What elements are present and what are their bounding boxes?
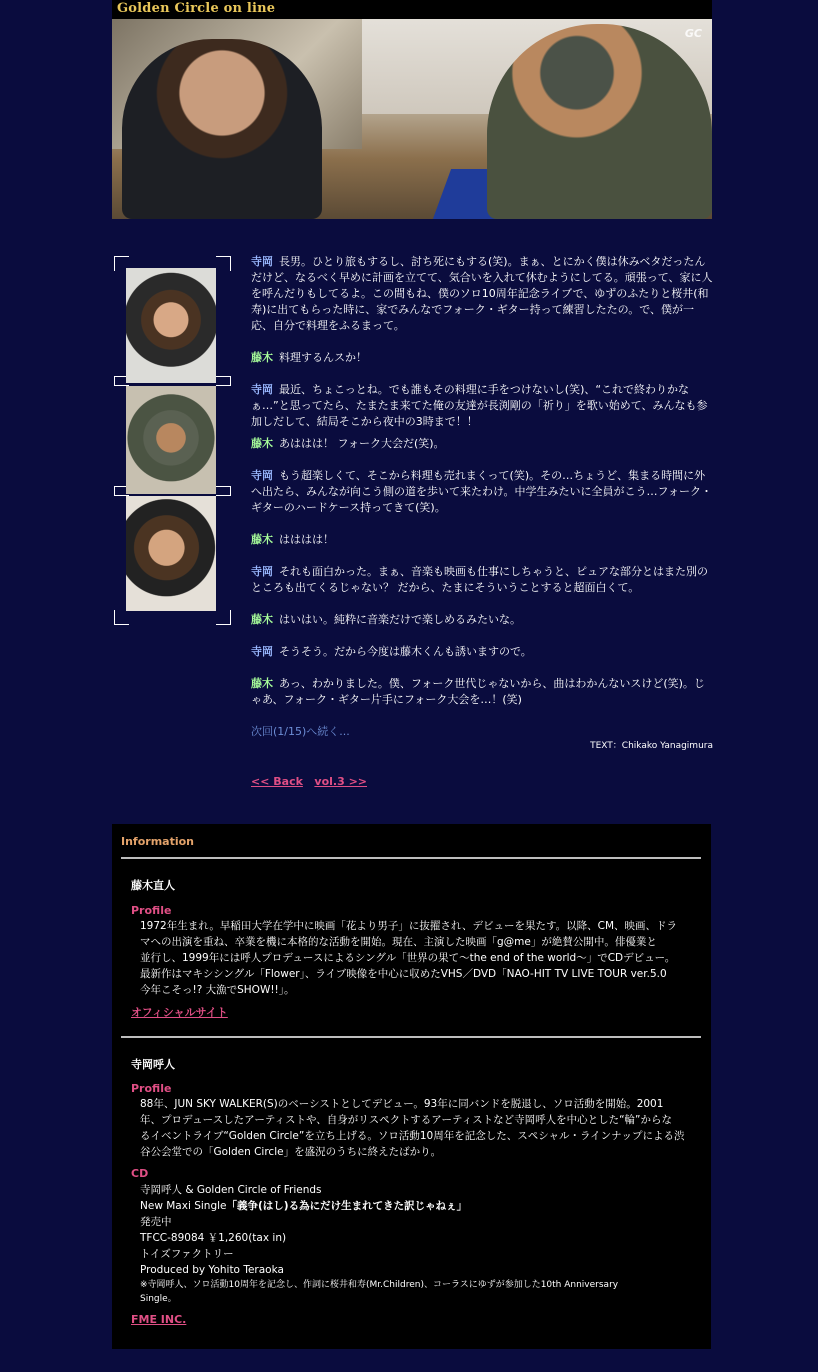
bracket-mid1-right bbox=[216, 376, 231, 386]
cd-label: CD bbox=[131, 1167, 149, 1180]
profile-line: 今年こそっ!? 大漁でSHOW!!」。 bbox=[140, 984, 295, 996]
continued-notice: 次回(1/15)へ続く... bbox=[251, 725, 350, 738]
cd-note: Single。 bbox=[140, 1294, 177, 1304]
profile-text-teraoka bbox=[140, 1096, 690, 1160]
cd-single-prefix: New Maxi Single bbox=[140, 1200, 227, 1212]
divider bbox=[121, 1036, 701, 1038]
interview-article bbox=[251, 254, 713, 790]
dialogue-line bbox=[251, 350, 713, 366]
person-name-teraoka: 寺岡呼人 bbox=[131, 1058, 175, 1071]
profile-line: 並行し、1999年には呼人プロデュースによるシングル「世界の果て～the end of the world～」でCDデビュー。 bbox=[140, 952, 676, 964]
dialogue-line bbox=[251, 564, 713, 596]
dialogue-text: そうそう。だから今度は藤木くんも誘いますので。 bbox=[279, 645, 532, 658]
profile-line: 谷公会堂での「Golden Circle」を盛況のうちに終えたばかり。 bbox=[140, 1146, 442, 1158]
information-title: Information bbox=[121, 835, 194, 848]
dialogue-line bbox=[251, 436, 713, 452]
speaker-name: 藤木 bbox=[251, 351, 273, 364]
official-site-link[interactable]: オフィシャルサイト bbox=[131, 1006, 228, 1019]
speaker-name: 藤木 bbox=[251, 533, 273, 546]
bracket-top-right bbox=[216, 256, 231, 271]
dialogue-line bbox=[251, 644, 713, 660]
profile-line: 最新作はマキシシングル「Flower」、ライブ映像を中心に収めたVHS／DVD「NAO-HIT TV LIVE TOUR ver.5.0 bbox=[140, 968, 667, 980]
back-link[interactable]: << Back bbox=[251, 775, 303, 788]
dialogue-text: はいはい。純粋に音楽だけで楽しめるみたいな。 bbox=[279, 613, 521, 626]
fme-link[interactable]: FME INC. bbox=[131, 1313, 187, 1326]
dialogue-line bbox=[251, 468, 713, 516]
profile-label: Profile bbox=[131, 1082, 172, 1095]
photo-fujiki bbox=[126, 496, 216, 611]
next-vol-link[interactable]: vol.3 >> bbox=[314, 775, 367, 788]
photo-fujiki-smiling bbox=[126, 268, 216, 383]
dialogue-text: あっ、わかりました。僕、フォーク世代じゃないから、曲はわかんないスけど(笑)。じゃあ、フォーク・ギター片手にフォーク大会を…！(笑) bbox=[251, 677, 705, 706]
dialogue-text: それも面白かった。まぁ、音楽も映画も仕事にしちゃうと、ピュアな部分とはまた別のところも出てくるじゃない？ だから、たまにそういうことすると超面白くて。 bbox=[251, 565, 708, 594]
speaker-name: 藤木 bbox=[251, 613, 273, 626]
cd-status: 発売中 bbox=[140, 1216, 172, 1228]
dialogue-text: はははは！ bbox=[279, 533, 334, 546]
profile-line: 88年、JUN SKY WALKER(S)のベーシストとしてデビュー。93年に同バンドを脱退し、ソロ活動を開始。2001 bbox=[140, 1098, 664, 1110]
bracket-bottom-left bbox=[114, 610, 129, 625]
speaker-name: 藤木 bbox=[251, 677, 273, 690]
photo-teraoka bbox=[126, 386, 216, 494]
cd-artist: 寺岡呼人 & Golden Circle of Friends bbox=[140, 1184, 322, 1196]
page-nav bbox=[251, 774, 713, 790]
cd-producer: Produced by Yohito Teraoka bbox=[140, 1264, 284, 1276]
person-name-fujiki: 藤木直人 bbox=[131, 879, 175, 892]
speaker-name: 寺岡 bbox=[251, 383, 273, 396]
divider bbox=[121, 857, 701, 859]
dialogue-line bbox=[251, 382, 713, 430]
site-header bbox=[112, 0, 712, 19]
bracket-bottom-right bbox=[216, 610, 231, 625]
profile-line: マへの出演を重ね、卒業を機に本格的な活動を開始。現在、主演した映画「g@me」が絶賛公開中。俳優業と bbox=[140, 936, 657, 948]
speaker-name: 寺岡 bbox=[251, 469, 273, 482]
speaker-name: 藤木 bbox=[251, 437, 273, 450]
profile-text-fujiki bbox=[140, 918, 690, 998]
hero-photo bbox=[112, 19, 712, 219]
bracket-mid2-right bbox=[216, 486, 231, 496]
dialogue-text: 最近、ちょこっとね。でも誰もその料理に手をつけないし(笑)、“これで終わりかなぁ…”と思ってたら、たまたま来てた俺の友達が長渕剛の「祈り」を歌い始めて、みんなも参加しだして、結局そこから夜中の3時まで！！ bbox=[251, 383, 708, 428]
dialogue-text: 長男。ひとり旅もするし、討ち死にもする(笑)。まぁ、とにかく僕は休みベタだったんだけど、なるべく早めに計画を立てて、気合いを入れて休むようにしてる。頑張って、家に人を呼んだりもしてるよ。この間もね、僕のソロ10周年記念ライブで、ゆずのふたりと桜井(和寿)に出てもらった時に、家でみんなでフォーク・ギター持って練習したたの。で、僕が一応、自分で料理をふるまって。 bbox=[251, 255, 713, 332]
cd-single-line bbox=[140, 1198, 690, 1214]
cd-details bbox=[140, 1182, 690, 1306]
dialogue-line bbox=[251, 254, 713, 334]
information-box bbox=[112, 824, 711, 1349]
speaker-name: 寺岡 bbox=[251, 255, 273, 268]
site-logo[interactable]: Golden Circle on line bbox=[117, 1, 276, 16]
dialogue-line bbox=[251, 532, 713, 548]
dialogue-line bbox=[251, 676, 713, 708]
cd-code: TFCC-89084 ￥1,260(tax in) bbox=[140, 1232, 287, 1244]
speaker-name: 寺岡 bbox=[251, 645, 273, 658]
profile-line: 年、プロデュースしたアーティストや、自身がリスペクトするアーティストなど寺岡呼人を中心とした“輪”からな bbox=[140, 1114, 672, 1126]
cd-note: ※寺岡呼人、ソロ活動10周年を記念し、作詞に桜井和寿(Mr.Children)、コーラスにゆずが参加した10th Anniversary bbox=[140, 1280, 619, 1290]
text-credit: TEXT：Chikako Yanagimura bbox=[590, 741, 713, 751]
cd-label-company: トイズファクトリー bbox=[140, 1248, 234, 1260]
hero-person-fujiki bbox=[122, 39, 322, 219]
profile-line: るイベントライブ“Golden Circle”を立ち上げる。ソロ活動10周年を記念した、スペシャル・ラインナップによる渋 bbox=[140, 1130, 685, 1142]
dialogue-text: あははは！ フォーク大会だ(笑)。 bbox=[279, 437, 445, 450]
hero-badge: GC bbox=[684, 27, 702, 40]
dialogue-text: 料理するんスか！ bbox=[279, 351, 367, 364]
dialogue-text: もう超楽しくて、そこから料理も売れまくって(笑)。その…ちょうど、集まる時間に外へ出たら、みんなが向こう側の道を歩いて来たわけ。中学生みたいに全員がこう…フォーク・ギターのハードケース持ってきて(笑)。 bbox=[251, 469, 713, 514]
speaker-name: 寺岡 bbox=[251, 565, 273, 578]
dialogue-line bbox=[251, 612, 713, 628]
side-photo-column bbox=[112, 250, 232, 630]
cd-single-title: 「義争(はし)る為にだけ生まれてきた訳じゃねぇ」 bbox=[226, 1200, 468, 1212]
profile-line: 1972年生まれ。早稲田大学在学中に映画「花より男子」に抜擢され、デビューを果たす。以降、CM、映画、ドラ bbox=[140, 920, 678, 932]
profile-label: Profile bbox=[131, 904, 172, 917]
